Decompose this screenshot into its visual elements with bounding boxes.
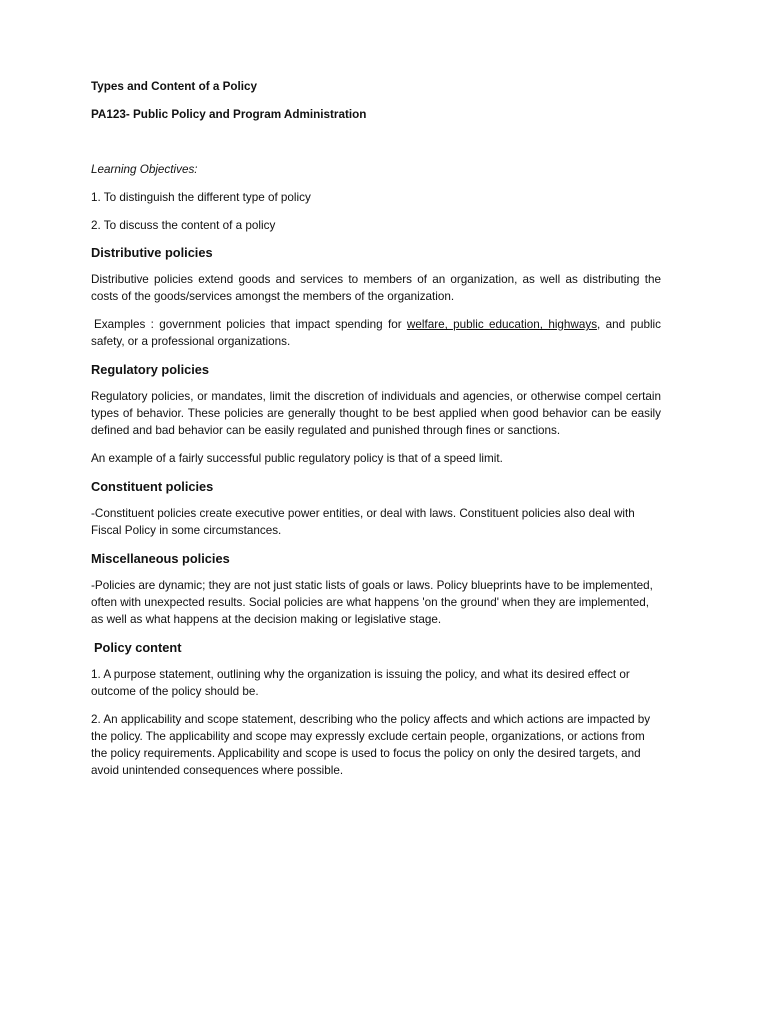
objective-item: 1. To distinguish the different type of policy xyxy=(91,191,311,204)
policy-content-item: 1. A purpose statement, outlining why the organization is issuing the policy, and what its desired effect or outcome of the policy should be. xyxy=(91,668,630,698)
distributive-paragraph: Distributive policies extend goods and services to members of an organization, as well as distributing the costs of the goods/services amongst the members of the organization. xyxy=(91,273,661,303)
document-body xyxy=(91,78,661,779)
document-title: Types and Content of a Policy xyxy=(91,80,258,93)
regulatory-example: An example of a fairly successful public regulatory policy is that of a speed limit. xyxy=(91,452,503,465)
section-heading-constituent: Constituent policies xyxy=(91,479,214,494)
examples-underlined-text: welfare, public education, highways xyxy=(406,318,598,331)
constituent-paragraph: -Constituent policies create executive power entities, or deal with laws. Constituent policies also deal with Fiscal Policy in some circumstances. xyxy=(91,507,635,537)
learning-objectives-label: Learning Objectives: xyxy=(91,163,198,176)
course-title: PA123- Public Policy and Program Administration xyxy=(91,108,367,121)
section-heading-policy-content: Policy content xyxy=(94,640,182,655)
policy-content-item: 2. An applicability and scope statement, describing who the policy affects and which actions are impacted by the policy. The applicability and scope may expressly exclude certain people, organizations, or actions from the policy requirements. Applicability and scope is used to focus the policy on only the desired targets, and avoid unintended consequences where possible. xyxy=(91,713,651,777)
regulatory-paragraph: Regulatory policies, or mandates, limit the discretion of individuals and agencies, or otherwise compel certain types of behavior. These policies are generally thought to be best applied when good behavior can be easily defined and bad behavior can be easily regulated and punished through fines or sanctions. xyxy=(91,390,661,437)
section-heading-regulatory: Regulatory policies xyxy=(91,362,210,377)
examples-text: Examples : government policies that impact spending for xyxy=(94,318,407,331)
examples-text-end: , and public safety, or a professional organizations. xyxy=(91,318,661,348)
section-heading-miscellaneous: Miscellaneous policies xyxy=(91,551,230,566)
miscellaneous-paragraph: -Policies are dynamic; they are not just static lists of goals or laws. Policy blueprints have to be implemented, often with unexpected results. Social policies are what happens 'on the ground' when they are implemented, as well as what happens at the decision making or legislative stage. xyxy=(91,579,653,626)
section-heading-distributive: Distributive policies xyxy=(91,245,213,260)
distributive-examples xyxy=(91,316,661,350)
objective-item: 2. To discuss the content of a policy xyxy=(91,219,276,232)
